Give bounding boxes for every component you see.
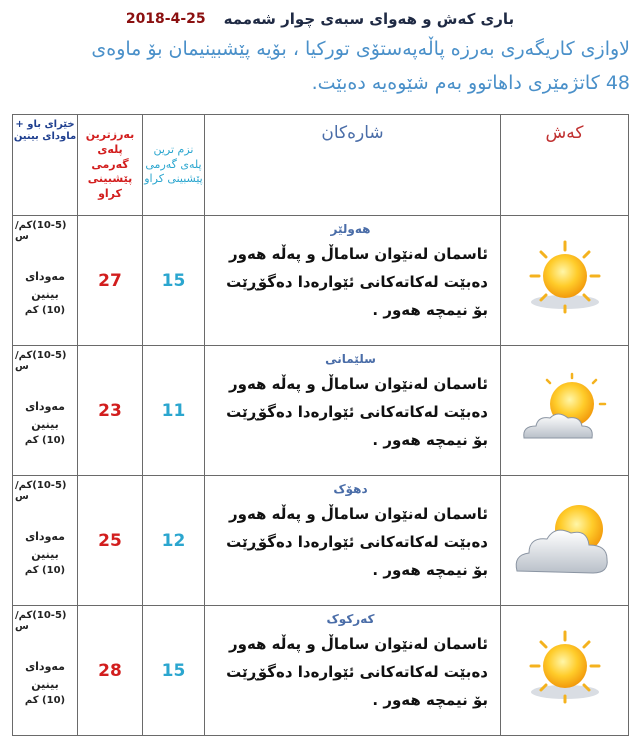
visibility-label: مەودای بینین (25, 270, 65, 301)
wind-cell (13, 216, 78, 346)
visibility-value: (10) کم (24, 305, 66, 317)
forecast-description: ئاسمان لەنێوان ساماڵ و پەڵە هەور دەبێت لەکاتەکانی ئێوارەدا دەگۆڕێت بۆ نیمچە هەور . (226, 245, 488, 319)
city-name: سلێمانی (325, 352, 376, 366)
partly-cloudy-icon (510, 366, 620, 456)
city-name: کەرکوک (326, 612, 375, 626)
column-header-wind: خێرای باو + ماودای بینین (13, 115, 78, 216)
column-header-cities: شارەکان (205, 115, 501, 216)
report-date: 2018-4-25 (125, 11, 206, 27)
sky-cell (501, 346, 629, 476)
table-row (13, 346, 629, 476)
min-temp: 15 (143, 606, 205, 736)
table-row (13, 216, 629, 346)
wind-cell (13, 346, 78, 476)
visibility-value: (10) کم (24, 695, 66, 707)
city-forecast (205, 346, 501, 476)
city-forecast (205, 216, 501, 346)
max-temp: 23 (78, 346, 143, 476)
column-header-max-temp: بەرزترین پلەی گەرمی پێشبینی کراو (78, 115, 143, 216)
report-header (0, 6, 640, 32)
table-header-row (13, 115, 629, 216)
forecast-description: ئاسمان لەنێوان ساماڵ و پەڵە هەور دەبێت لەکاتەکانی ئێوارەدا دەگۆڕێت بۆ نیمچە هەور . (226, 375, 488, 449)
wind-speed: (10-5)کم/س (15, 220, 67, 242)
sun-icon (515, 626, 615, 716)
sun-icon (515, 236, 615, 326)
min-temp: 11 (143, 346, 205, 476)
city-forecast (205, 606, 501, 736)
sky-cell (501, 606, 629, 736)
max-temp: 27 (78, 216, 143, 346)
report-title: باری کەش و هەوای سبەی چوار شەممە (223, 10, 515, 28)
city-name: هەولێر (330, 222, 371, 236)
table-row (13, 606, 629, 736)
wind-speed: (10-5)کم/س (15, 610, 67, 632)
min-temp: 12 (143, 476, 205, 606)
forecast-description: ئاسمان لەنێوان ساماڵ و پەڵە هەور دەبێت لەکاتەکانی ئێوارەدا دەگۆڕێت بۆ نیمچە هەور . (226, 635, 488, 709)
wind-cell (13, 476, 78, 606)
max-temp: 25 (78, 476, 143, 606)
visibility-value: (10) کم (24, 435, 66, 447)
wind-cell (13, 606, 78, 736)
subtitle-line-1: لاوازی کاریگەری بەرزە پاڵەپەستۆی تورکیا ، بۆیە پێشبینیمان بۆ ماوەی (91, 38, 630, 60)
subtitle-line-2: 48 کاتژمێری داهاتوو بەم شێوەیە دەبێت. (311, 72, 630, 94)
city-name: دهۆک (333, 482, 368, 496)
forecast-table (12, 114, 629, 736)
visibility-label: مەودای بینین (25, 660, 65, 691)
visibility-value: (10) کم (24, 565, 66, 577)
sky-cell (501, 216, 629, 346)
city-forecast (205, 476, 501, 606)
sky-cell (501, 476, 629, 606)
max-temp: 28 (78, 606, 143, 736)
column-header-sky: کەش (501, 115, 629, 216)
cloudy-sun-icon (509, 495, 621, 587)
min-temp: 15 (143, 216, 205, 346)
table-row (13, 476, 629, 606)
visibility-label: مەودای بینین (25, 530, 65, 561)
wind-speed: (10-5)کم/س (15, 350, 67, 372)
column-header-min-temp: نزم ترین پلەی گەرمی پێشبینی کراو (143, 115, 205, 216)
forecast-description: ئاسمان لەنێوان ساماڵ و پەڵە هەور دەبێت لەکاتەکانی ئێوارەدا دەگۆڕێت بۆ نیمچە هەور . (226, 505, 488, 579)
visibility-label: مەودای بینین (25, 400, 65, 431)
wind-speed: (10-5)کم/س (15, 480, 67, 502)
